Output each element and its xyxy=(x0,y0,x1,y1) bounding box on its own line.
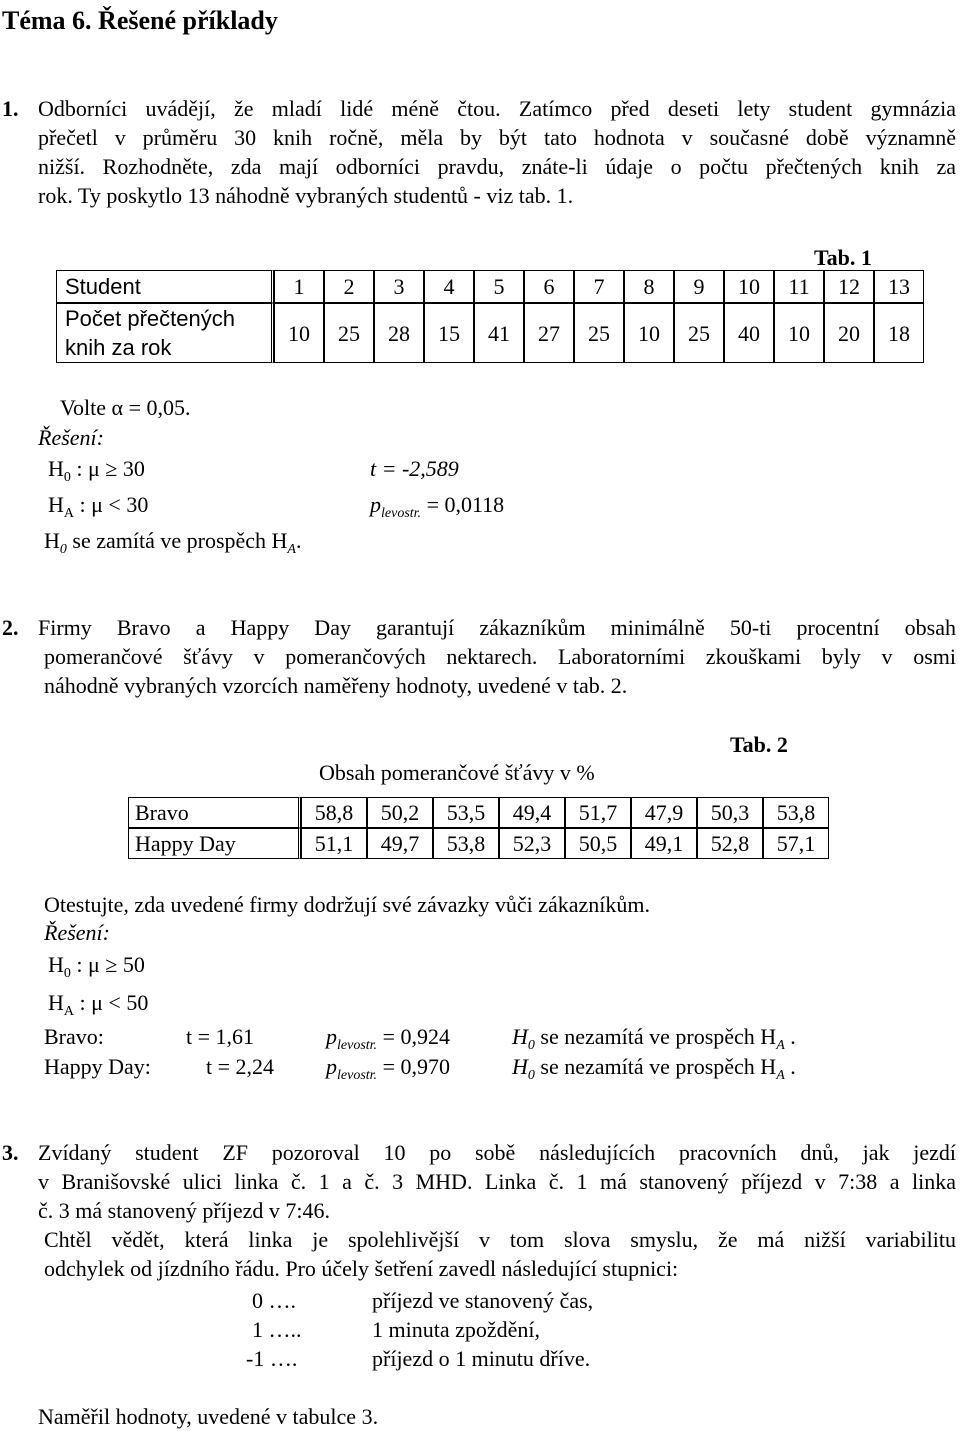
table-cell: 58,8 xyxy=(301,797,367,828)
table-cell: 5 xyxy=(474,270,524,303)
table-cell: 12 xyxy=(824,270,874,303)
table-cell: 9 xyxy=(674,270,724,303)
table-row xyxy=(128,797,829,828)
table-row xyxy=(56,270,924,303)
exercise-3-text-line: odchylek od jízdního řádu. Pro účely šetření zavedl následující stupnici: xyxy=(44,1256,679,1281)
happy-result-p: $p_{levostr.} = 0,970$ xyxy=(326,1054,450,1083)
table-cell: 15 xyxy=(424,303,474,363)
alt-hypothesis: $H_A$ : μ < 30 xyxy=(48,492,149,521)
table-cell: 50,2 xyxy=(367,797,433,828)
table-cell: 27 xyxy=(524,303,574,363)
table-cell: 2 xyxy=(324,270,374,303)
table-1 xyxy=(56,270,924,363)
table-cell: 11 xyxy=(774,270,824,303)
exercise-3-text-line: v Branišovské ulici linka č. 1 a č. 3 MHD. Linka č. 1 má stanovený příjezd v 7:38 a linka xyxy=(38,1169,956,1194)
table-2 xyxy=(128,797,829,859)
scale-code: -1 …. xyxy=(246,1346,298,1371)
table-2-title: Obsah pomerančové šťávy v % xyxy=(319,760,595,785)
row-label-line: Počet přečtených xyxy=(65,306,235,331)
table-2-row-label-bravo: Bravo xyxy=(128,797,301,828)
table-row xyxy=(56,303,924,363)
bravo-result-p: $p_{levostr.} = 0,924$ xyxy=(326,1024,450,1053)
table-cell: 20 xyxy=(824,303,874,363)
scale-code: 0 …. xyxy=(252,1288,296,1313)
exercise-1-text-line: nižší. Rozhodněte, zda mají odborníci pravdu, znáte-li údaje o počtu přečtených knih za xyxy=(38,154,956,179)
exercise-2-text-line: pomerančové šťávy v pomerančových nektarech. Laboratorními zkouškami byly v osmi xyxy=(44,644,956,669)
table-cell: 10 xyxy=(724,270,774,303)
table-cell: 18 xyxy=(874,303,924,363)
table-cell: 51,7 xyxy=(565,797,631,828)
conclusion: $H_0$ se zamítá ve prospěch $H_A$. xyxy=(44,528,302,557)
table-cell: 8 xyxy=(624,270,674,303)
table-cell: 25 xyxy=(674,303,724,363)
exercise-1-text-line: rok. Ty poskytlo 13 náhodně vybraných studentů - viz tab. 1. xyxy=(38,183,574,208)
exercise-3-text-line: č. 3 má stanovený příjezd v 7:46. xyxy=(38,1198,331,1223)
happy-result-name: Happy Day: xyxy=(44,1054,151,1079)
table-cell: 40 xyxy=(724,303,774,363)
table-cell: 25 xyxy=(324,303,374,363)
scale-desc: příjezd ve stanovený čas, xyxy=(372,1288,594,1313)
solution-label: Řešení: xyxy=(44,920,110,945)
table-cell: 51,1 xyxy=(301,828,367,859)
exercise-2-number: 2. xyxy=(2,615,19,640)
table-cell: 10 xyxy=(774,303,824,363)
table-cell: 49,7 xyxy=(367,828,433,859)
table-2-row-label-happy-day: Happy Day xyxy=(128,828,301,859)
table-cell: 6 xyxy=(524,270,574,303)
table-1-label: Tab. 1 xyxy=(814,245,872,270)
null-hypothesis: $H_0$ : μ ≥ 50 xyxy=(48,952,145,981)
bravo-result-conclusion: $H_0$ se nezamítá ve prospěch $H_A$ . xyxy=(512,1024,796,1053)
table-cell: 52,3 xyxy=(499,828,565,859)
bravo-result-t: t = 1,61 xyxy=(186,1024,255,1049)
table-cell: 1 xyxy=(274,270,324,303)
table-cell: 49,4 xyxy=(499,797,565,828)
exercise-1-text-line: přečetl v průměru 30 knih ročně, měla by být tato hodnota v současné době významně xyxy=(38,125,956,150)
bravo-result-name: Bravo: xyxy=(44,1024,104,1049)
happy-result-t: t = 2,24 xyxy=(206,1054,275,1079)
row-label-line: knih za rok xyxy=(65,335,172,360)
p-value: $p_{levostr.} = 0,0118$ xyxy=(370,492,505,521)
table-cell: 10 xyxy=(624,303,674,363)
exercise-1-text-line: Odborníci uvádějí, že mladí lidé méně čtou. Zatímco před deseti lety student gymnázia xyxy=(38,96,956,121)
alt-hypothesis: $H_A$ : μ < 50 xyxy=(48,990,149,1019)
scale-desc: příjezd o 1 minutu dříve. xyxy=(372,1346,591,1371)
table-cell: 3 xyxy=(374,270,424,303)
table-2-label: Tab. 2 xyxy=(730,732,788,757)
table-cell: 57,1 xyxy=(763,828,829,859)
table-cell: 52,8 xyxy=(697,828,763,859)
table-cell: 28 xyxy=(374,303,424,363)
exercise-3-final: Naměřil hodnoty, uvedené v tabulce 3. xyxy=(38,1404,379,1429)
happy-result-conclusion: $H_0$ se nezamítá ve prospěch $H_A$ . xyxy=(512,1054,796,1083)
table-cell: 50,5 xyxy=(565,828,631,859)
scale-code: 1 ….. xyxy=(252,1317,302,1342)
table-cell: 7 xyxy=(574,270,624,303)
scale-desc: 1 minuta zpoždění, xyxy=(372,1317,541,1342)
solution-label: Řešení: xyxy=(38,425,104,450)
table-cell: 10 xyxy=(274,303,324,363)
table-cell: 53,8 xyxy=(763,797,829,828)
table-cell: 53,5 xyxy=(433,797,499,828)
table-1-row-label-student: Student xyxy=(56,270,274,303)
table-cell: 47,9 xyxy=(631,797,697,828)
table-cell: 41 xyxy=(474,303,524,363)
alpha-instruction: Volte α = 0,05. xyxy=(60,395,191,420)
table-cell: 13 xyxy=(874,270,924,303)
table-cell: 50,3 xyxy=(697,797,763,828)
exercise-3-number: 3. xyxy=(2,1140,19,1165)
test-statistic: t = -2,589 xyxy=(370,456,459,481)
table-row xyxy=(128,828,829,859)
exercise-3-text-line: Zvídaný student ZF pozoroval 10 po sobě následujících pracovních dnů, jak jezdí xyxy=(38,1140,956,1165)
table-cell: 4 xyxy=(424,270,474,303)
page-title: Téma 6. Řešené příklady xyxy=(2,6,278,35)
exercise-2-question: Otestujte, zda uvedené firmy dodržují své závazky vůči zákazníkům. xyxy=(44,892,650,917)
exercise-1-number: 1. xyxy=(2,96,19,121)
table-1-row-label-books xyxy=(56,303,274,363)
exercise-2-text-line: náhodně vybraných vzorcích naměřeny hodnoty, uvedené v tab. 2. xyxy=(44,673,628,698)
null-hypothesis: $H_0$ : μ ≥ 30 xyxy=(48,456,145,485)
table-cell: 25 xyxy=(574,303,624,363)
table-cell: 49,1 xyxy=(631,828,697,859)
exercise-2-text-line: Firmy Bravo a Happy Day garantují zákazníkům minimálně 50-ti procentní obsah xyxy=(38,615,956,640)
table-cell: 53,8 xyxy=(433,828,499,859)
exercise-3-text-line: Chtěl vědět, která linka je spolehlivější v tom slova smyslu, že má nižší variabilitu xyxy=(44,1227,956,1252)
